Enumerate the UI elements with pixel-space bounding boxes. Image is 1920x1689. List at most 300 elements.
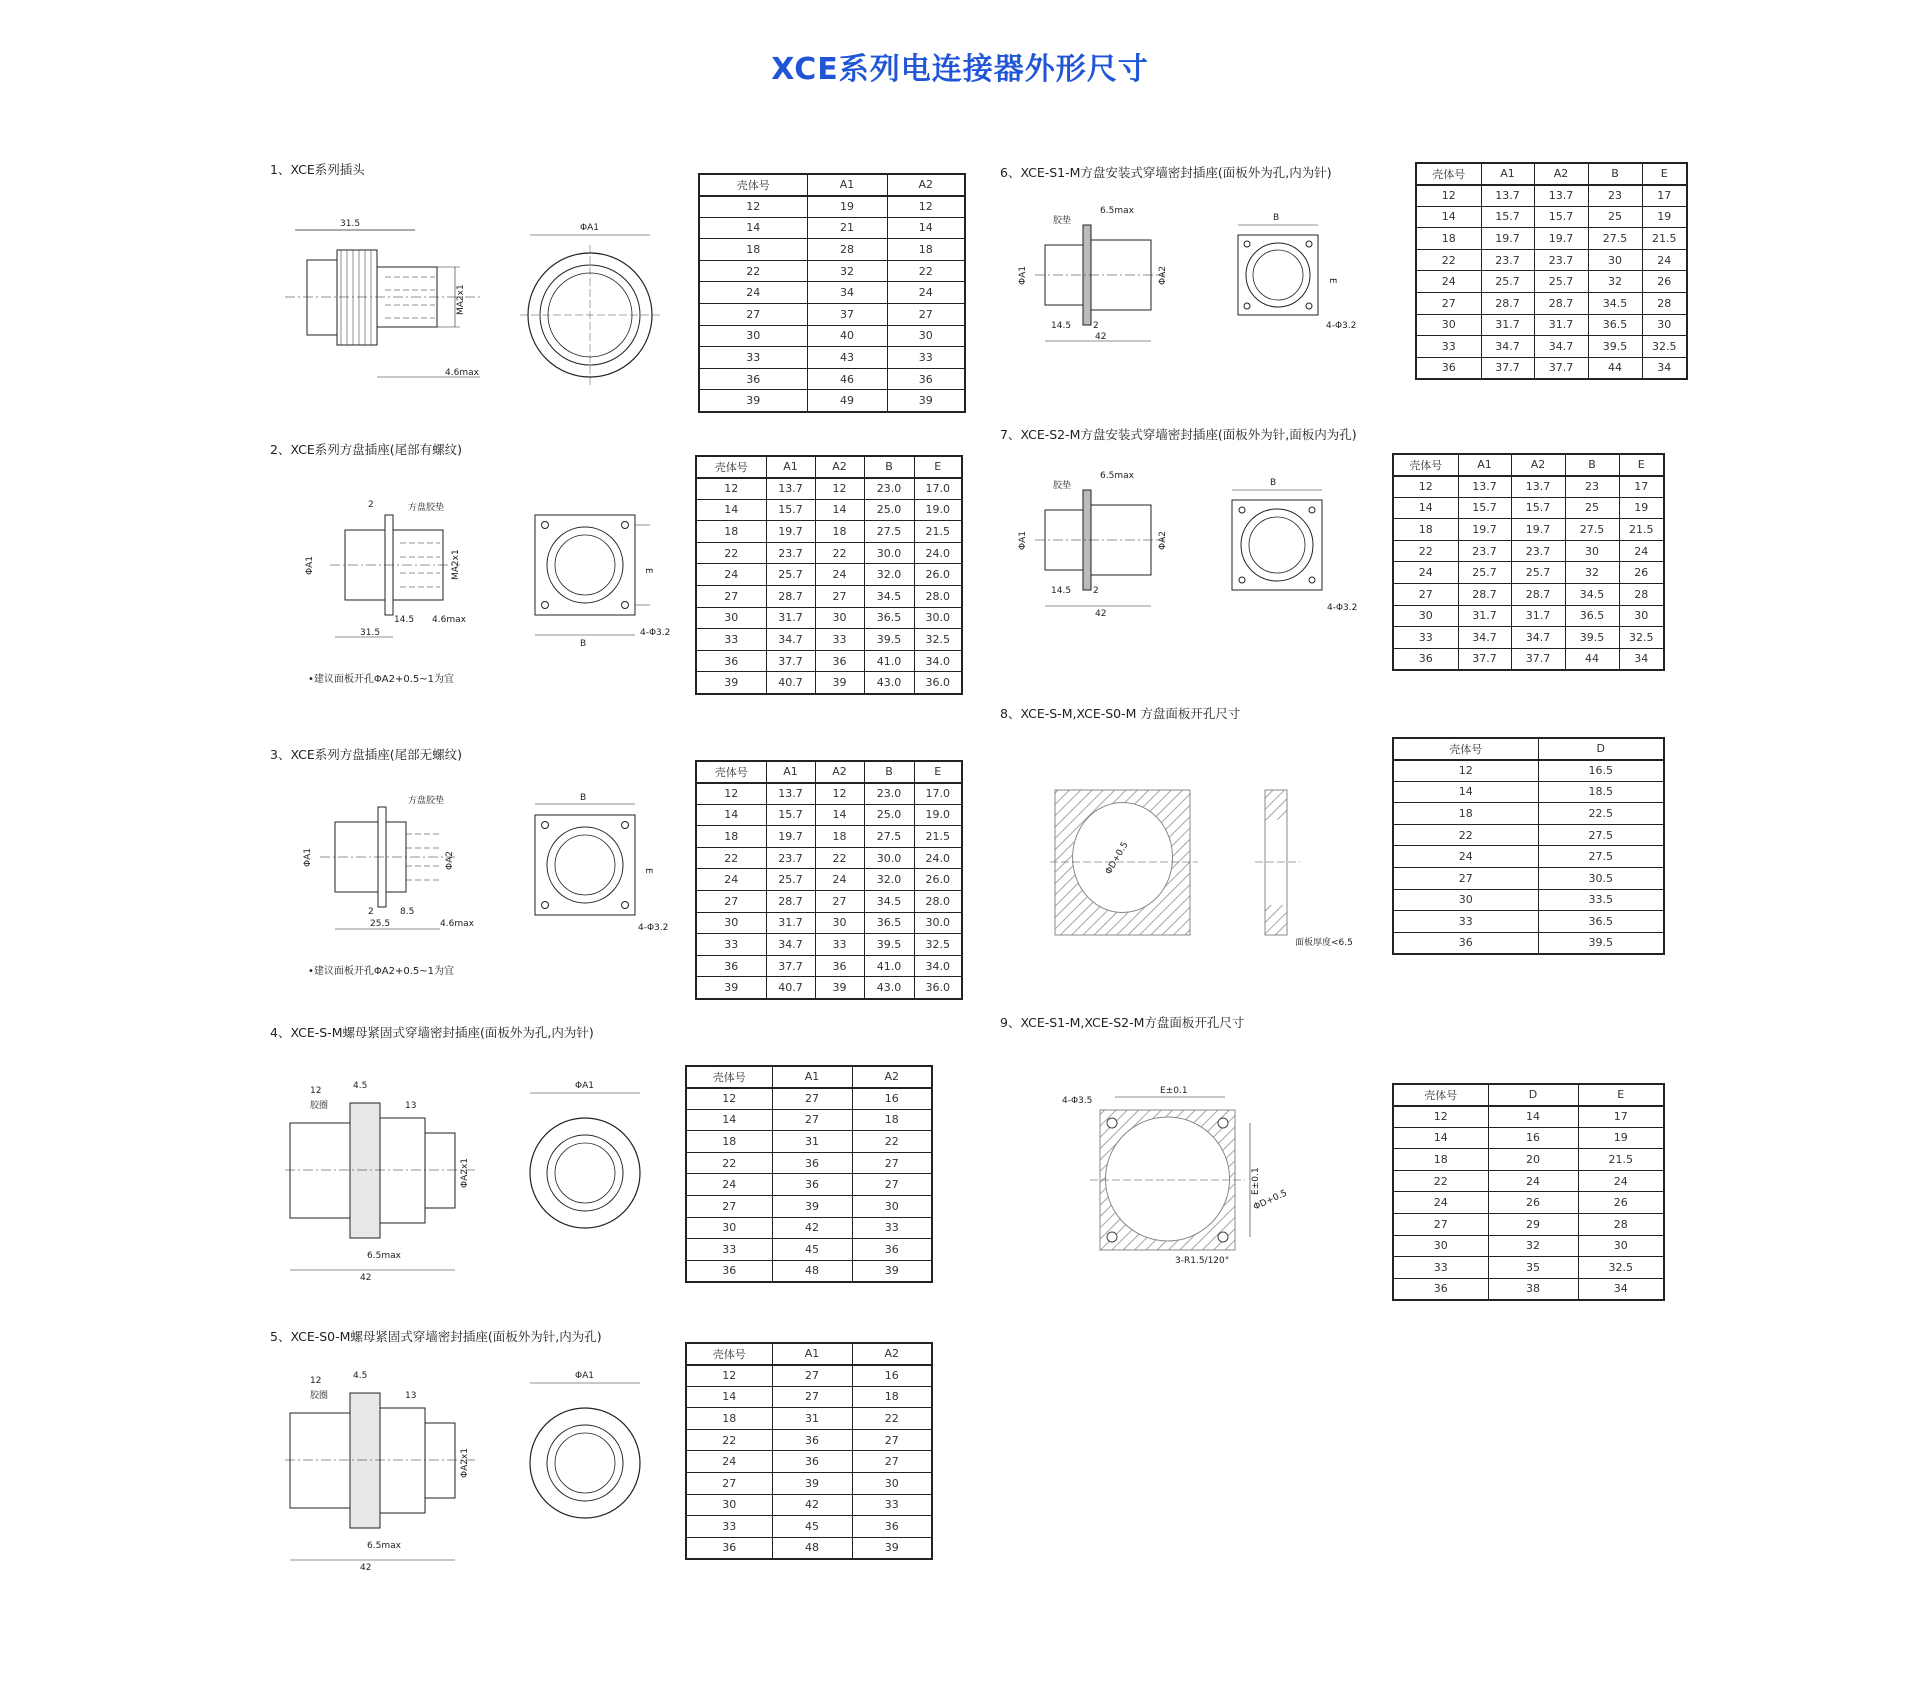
table-cell: 34: [1642, 357, 1687, 379]
table-cell: 23: [1565, 476, 1619, 498]
plug-max-label: 4.6max: [445, 368, 479, 378]
table-cell: 16: [852, 1088, 932, 1110]
table-cell: 25.7: [1511, 562, 1565, 584]
section-2-title: 2、XCE系列方盘插座(尾部有螺纹): [270, 442, 462, 457]
table-header-cell: 壳体号: [1393, 454, 1458, 476]
table-cell: 28.0: [914, 586, 962, 608]
section-8-table: [1392, 737, 1665, 955]
svg-text:ΦA2x1: ΦA2x1: [460, 1447, 470, 1478]
table-row: [1393, 1127, 1664, 1149]
table-cell: 14: [686, 1109, 772, 1131]
table-header-row: [699, 174, 965, 196]
flange-socket-s1-front-view: [1228, 210, 1378, 340]
table-cell: 33: [852, 1217, 932, 1239]
table-cell: 15.7: [1534, 206, 1588, 228]
table-cell: 39.5: [1588, 336, 1642, 358]
table-header-cell: 壳体号: [686, 1066, 772, 1088]
table-row: [696, 672, 962, 694]
table-cell: 12: [686, 1088, 772, 1110]
svg-text:12: 12: [310, 1086, 322, 1096]
table-cell: 39: [852, 1537, 932, 1559]
table-row: [696, 891, 962, 913]
table-row: [686, 1473, 932, 1495]
table-cell: 28.0: [914, 891, 962, 913]
table-body: [686, 1343, 932, 1559]
table-cell: 20: [1488, 1149, 1578, 1171]
table-cell: 30: [1578, 1235, 1664, 1257]
table-cell: 31.7: [1458, 605, 1511, 627]
table-header-row: [686, 1343, 932, 1365]
table-cell: 28: [1619, 584, 1664, 606]
table-cell: 22: [686, 1152, 772, 1174]
table-body: [696, 761, 962, 999]
table-cell: 13.7: [1458, 476, 1511, 498]
table-row: [696, 586, 962, 608]
table-cell: 18: [696, 521, 766, 543]
table-cell: 44: [1565, 648, 1619, 670]
table-cell: 28.7: [1458, 584, 1511, 606]
table-cell: 13.7: [766, 783, 815, 805]
svg-text:14.5: 14.5: [1051, 321, 1072, 331]
table-cell: 19: [1642, 206, 1687, 228]
table-cell: 30: [1565, 540, 1619, 562]
table-cell: 12: [1393, 476, 1458, 498]
table-row: [696, 542, 962, 564]
table-header-row: [696, 761, 962, 783]
table-cell: 30.0: [864, 542, 914, 564]
table-cell: 13.7: [1481, 185, 1534, 207]
table-cell: 13.7: [1534, 185, 1588, 207]
table-cell: 39.5: [1565, 627, 1619, 649]
table-cell: 34.5: [1565, 584, 1619, 606]
svg-text:6.5max: 6.5max: [1100, 471, 1134, 481]
svg-text:8.5: 8.5: [400, 907, 415, 917]
table-header-cell: 壳体号: [696, 456, 766, 478]
table-cell: 17: [1578, 1106, 1664, 1128]
table-cell: 22: [686, 1429, 772, 1451]
table-header-row: [1393, 738, 1664, 760]
table-cell: 27.5: [1588, 228, 1642, 250]
table-header-cell: A2: [1534, 163, 1588, 185]
table-cell: 23.0: [864, 783, 914, 805]
table-row: [1393, 1214, 1664, 1236]
table-row: [699, 282, 965, 304]
table-cell: 16.5: [1538, 760, 1664, 782]
table-cell: 36: [686, 1260, 772, 1282]
table-cell: 34.7: [1511, 627, 1565, 649]
table-cell: 27: [1393, 584, 1458, 606]
table-body: [699, 174, 965, 412]
table-header-cell: A2: [1511, 454, 1565, 476]
table-cell: 43.0: [864, 977, 914, 999]
table-cell: 31.7: [766, 607, 815, 629]
svg-text:胶圈: 胶圈: [310, 1391, 329, 1401]
table-row: [696, 847, 962, 869]
section-5-title: 5、XCE-S0-M螺母紧固式穿墙密封插座(面板外为针,内为孔): [270, 1329, 602, 1344]
table-cell: 27.5: [864, 521, 914, 543]
table-cell: 33: [815, 629, 864, 651]
table-cell: 37.7: [1458, 648, 1511, 670]
table-cell: 23.7: [1511, 540, 1565, 562]
table-cell: 24: [1619, 540, 1664, 562]
table-cell: 32.5: [914, 629, 962, 651]
table-cell: 33: [852, 1494, 932, 1516]
table-cell: 12: [699, 196, 807, 218]
table-cell: 22: [696, 847, 766, 869]
svg-text:14.5: 14.5: [1051, 586, 1072, 596]
table-cell: 34.7: [766, 934, 815, 956]
table-cell: 19.7: [766, 826, 815, 848]
table-row: [1416, 293, 1687, 315]
table-cell: 27: [686, 1196, 772, 1218]
table-row: [699, 304, 965, 326]
table-cell: 30.0: [864, 847, 914, 869]
table-cell: 23.7: [1481, 249, 1534, 271]
table-cell: 19: [1578, 1127, 1664, 1149]
table-cell: 34: [1578, 1278, 1664, 1300]
table-row: [686, 1516, 932, 1538]
table-cell: 27.5: [1565, 519, 1619, 541]
table-cell: 25.7: [1481, 271, 1534, 293]
table-cell: 28.7: [766, 586, 815, 608]
svg-text:14.5: 14.5: [394, 615, 415, 625]
table-cell: 32.5: [1619, 627, 1664, 649]
table-cell: 30.0: [914, 912, 962, 934]
table-cell: 40.7: [766, 672, 815, 694]
plug-front-view: [520, 215, 670, 385]
table-cell: 39.5: [1538, 932, 1664, 954]
table-cell: 39: [887, 390, 965, 412]
table-header-row: [1393, 1084, 1664, 1106]
table-cell: 33: [686, 1516, 772, 1538]
table-cell: 23.7: [766, 847, 815, 869]
table-cell: 36: [772, 1174, 852, 1196]
table-row: [1416, 271, 1687, 293]
table-row: [1393, 648, 1664, 670]
section-3-table: [695, 760, 963, 1000]
table-header-cell: A1: [772, 1343, 852, 1365]
table-cell: 25.0: [864, 804, 914, 826]
svg-text:2: 2: [368, 907, 374, 917]
table-cell: 24: [1578, 1170, 1664, 1192]
table-cell: 27: [772, 1365, 852, 1387]
table-cell: 39: [699, 390, 807, 412]
table-cell: 37.7: [1511, 648, 1565, 670]
table-row: [1416, 249, 1687, 271]
table-header-cell: A2: [852, 1343, 932, 1365]
table-row: [1393, 1257, 1664, 1279]
table-cell: 22: [1393, 540, 1458, 562]
table-header-cell: E: [1642, 163, 1687, 185]
svg-text:E: E: [1327, 278, 1337, 284]
table-cell: 12: [696, 783, 766, 805]
table-cell: 39: [696, 977, 766, 999]
nut-socket-s0-side-view: [285, 1368, 485, 1578]
plug-length-label: 31.5: [340, 219, 361, 229]
table-cell: 19.0: [914, 499, 962, 521]
svg-text:B: B: [580, 639, 587, 649]
table-cell: 28.7: [1511, 584, 1565, 606]
table-cell: 22: [699, 260, 807, 282]
table-cell: 24: [699, 282, 807, 304]
table-cell: 32: [807, 260, 887, 282]
svg-text:2: 2: [368, 500, 374, 510]
table-cell: 30: [1642, 314, 1687, 336]
table-cell: 31.7: [1481, 314, 1534, 336]
svg-text:ΦA1: ΦA1: [575, 1081, 594, 1091]
table-row: [686, 1537, 932, 1559]
table-cell: 24: [1393, 1192, 1488, 1214]
table-cell: 27: [852, 1429, 932, 1451]
table-row: [686, 1239, 932, 1261]
table-cell: 33: [696, 934, 766, 956]
svg-text:面板厚度<6.5: 面板厚度<6.5: [1295, 938, 1353, 948]
svg-text:42: 42: [1095, 332, 1107, 342]
table-cell: 37.7: [1534, 357, 1588, 379]
table-row: [686, 1131, 932, 1153]
table-row: [696, 804, 962, 826]
table-cell: 15.7: [1458, 497, 1511, 519]
table-cell: 33: [815, 934, 864, 956]
svg-text:ΦA1: ΦA1: [1018, 266, 1028, 285]
table-cell: 30.0: [914, 607, 962, 629]
table-row: [696, 650, 962, 672]
table-cell: 24: [1416, 271, 1481, 293]
svg-text:胶垫: 胶垫: [1053, 216, 1072, 226]
table-header-cell: A1: [766, 761, 815, 783]
table-cell: 30: [696, 912, 766, 934]
table-row: [1416, 228, 1687, 250]
section-8-title: 8、XCE-S-M,XCE-S0-M 方盘面板开孔尺寸: [1000, 706, 1241, 721]
table-cell: 22: [852, 1408, 932, 1430]
svg-text:31.5: 31.5: [360, 628, 381, 638]
table-row: [686, 1152, 932, 1174]
svg-text:4.5: 4.5: [353, 1081, 368, 1091]
table-cell: 36: [699, 368, 807, 390]
svg-text:ΦA1: ΦA1: [1018, 531, 1028, 550]
table-header-row: [1393, 454, 1664, 476]
table-cell: 27: [686, 1473, 772, 1495]
table-cell: 13.7: [1511, 476, 1565, 498]
table-cell: 24: [696, 564, 766, 586]
table-cell: 26: [1642, 271, 1687, 293]
table-header-row: [686, 1066, 932, 1088]
table-cell: 43: [807, 347, 887, 369]
table-cell: 29: [1488, 1214, 1578, 1236]
table-cell: 18: [1393, 1149, 1488, 1171]
table-cell: 48: [772, 1260, 852, 1282]
table-cell: 36: [887, 368, 965, 390]
table-row: [686, 1260, 932, 1282]
table-row: [696, 629, 962, 651]
table-cell: 26.0: [914, 564, 962, 586]
table-row: [1416, 206, 1687, 228]
table-cell: 28: [807, 239, 887, 261]
table-cell: 28: [1578, 1214, 1664, 1236]
table-cell: 34.5: [864, 891, 914, 913]
table-cell: 39.5: [864, 629, 914, 651]
svg-text:4-Φ3.2: 4-Φ3.2: [1326, 321, 1357, 331]
table-header-cell: 壳体号: [686, 1343, 772, 1365]
table-cell: 27: [815, 586, 864, 608]
table-cell: 36: [772, 1152, 852, 1174]
section-6-title: 6、XCE-S1-M方盘安装式穿墙密封插座(面板外为孔,内为针): [1000, 165, 1332, 180]
table-body: [1416, 163, 1687, 379]
nut-socket-s-side-view: [285, 1078, 485, 1283]
table-header-cell: B: [864, 761, 914, 783]
table-row: [686, 1451, 932, 1473]
page-title: XCE系列电连接器外形尺寸: [771, 52, 1149, 87]
table-cell: 33: [699, 347, 807, 369]
table-cell: 12: [815, 783, 864, 805]
table-row: [696, 869, 962, 891]
table-cell: 24: [696, 869, 766, 891]
table-row: [686, 1088, 932, 1110]
table-cell: 39: [852, 1260, 932, 1282]
table-row: [1393, 868, 1664, 890]
table-cell: 12: [887, 196, 965, 218]
table-row: [1393, 803, 1664, 825]
table-cell: 36: [686, 1537, 772, 1559]
table-cell: 27.5: [1538, 824, 1664, 846]
table-row: [686, 1408, 932, 1430]
svg-text:ΦA2x1: ΦA2x1: [460, 1157, 470, 1188]
table-row: [1393, 1278, 1664, 1300]
table-cell: 18: [1393, 519, 1458, 541]
svg-text:6.5max: 6.5max: [367, 1251, 401, 1261]
svg-text:ΦA2: ΦA2: [1158, 531, 1168, 550]
table-cell: 36: [852, 1239, 932, 1261]
table-row: [699, 260, 965, 282]
table-cell: 30: [1588, 249, 1642, 271]
table-cell: 39: [772, 1473, 852, 1495]
table-cell: 26: [1578, 1192, 1664, 1214]
table-cell: 19: [1619, 497, 1664, 519]
table-cell: 34.5: [1588, 293, 1642, 315]
table-cell: 34.7: [766, 629, 815, 651]
table-header-cell: E: [1578, 1084, 1664, 1106]
table-cell: 36.5: [864, 607, 914, 629]
table-cell: 34.0: [914, 955, 962, 977]
table-cell: 21.5: [1578, 1149, 1664, 1171]
table-cell: 14: [699, 217, 807, 239]
table-header-cell: E: [914, 761, 962, 783]
table-cell: 34: [1619, 648, 1664, 670]
panel-cutout-round-view: [1050, 775, 1353, 950]
svg-text:ΦA1: ΦA1: [575, 1371, 594, 1381]
section-5-table: [685, 1342, 933, 1560]
table-cell: 24: [815, 869, 864, 891]
table-cell: 30: [1393, 1235, 1488, 1257]
table-cell: 42: [772, 1217, 852, 1239]
table-cell: 27: [1416, 293, 1481, 315]
section-3-title: 3、XCE系列方盘插座(尾部无螺纹): [270, 747, 462, 762]
table-cell: 17.0: [914, 783, 962, 805]
table-header-cell: A2: [887, 174, 965, 196]
svg-text:2: 2: [1093, 586, 1099, 596]
svg-text:胶圈: 胶圈: [310, 1101, 329, 1111]
table-cell: 39: [815, 977, 864, 999]
table-cell: 30: [852, 1473, 932, 1495]
table-header-row: [1416, 163, 1687, 185]
table-header-cell: A2: [815, 456, 864, 478]
table-cell: 16: [852, 1365, 932, 1387]
table-header-cell: A2: [815, 761, 864, 783]
table-cell: 19.7: [1511, 519, 1565, 541]
table-row: [696, 478, 962, 500]
section-7-title: 7、XCE-S2-M方盘安装式穿墙密封插座(面板外为针,面板内为孔): [1000, 427, 1357, 442]
table-cell: 33: [1393, 911, 1538, 933]
svg-text:13: 13: [405, 1101, 417, 1111]
table-cell: 36.5: [864, 912, 914, 934]
table-cell: 14: [1393, 1127, 1488, 1149]
table-row: [696, 912, 962, 934]
table-row: [1393, 760, 1664, 782]
table-cell: 27: [815, 891, 864, 913]
table-row: [1416, 185, 1687, 207]
table-cell: 36.5: [1538, 911, 1664, 933]
table-cell: 36: [1393, 648, 1458, 670]
table-cell: 32: [1565, 562, 1619, 584]
table-row: [1393, 476, 1664, 498]
table-cell: 30: [1619, 605, 1664, 627]
flange-socket-s2-side-view: [1015, 470, 1185, 620]
table-cell: 14: [887, 217, 965, 239]
table-cell: 25.7: [1458, 562, 1511, 584]
table-cell: 18: [699, 239, 807, 261]
svg-text:E±0.1: E±0.1: [1160, 1086, 1188, 1096]
table-cell: 46: [807, 368, 887, 390]
table-cell: 33: [1393, 627, 1458, 649]
table-cell: 22: [1393, 824, 1538, 846]
table-cell: 27: [1393, 1214, 1488, 1236]
table-cell: 19.7: [1458, 519, 1511, 541]
table-cell: 33.5: [1538, 889, 1664, 911]
table-cell: 31.7: [766, 912, 815, 934]
table-row: [1393, 1192, 1664, 1214]
table-cell: 26.0: [914, 869, 962, 891]
svg-text:13: 13: [405, 1391, 417, 1401]
svg-text:ΦA2: ΦA2: [445, 851, 455, 870]
table-cell: 27: [852, 1451, 932, 1473]
table-cell: 31.7: [1511, 605, 1565, 627]
table-row: [686, 1109, 932, 1131]
table-header-cell: 壳体号: [1393, 1084, 1488, 1106]
table-row: [1393, 605, 1664, 627]
table-cell: 44: [1588, 357, 1642, 379]
table-cell: 18: [686, 1131, 772, 1153]
table-row: [699, 196, 965, 218]
table-header-cell: A2: [852, 1066, 932, 1088]
svg-text:MA2x1: MA2x1: [451, 549, 461, 580]
table-row: [1416, 336, 1687, 358]
table-cell: 36: [852, 1516, 932, 1538]
section-9-table: [1392, 1083, 1665, 1301]
section-4-table: [685, 1065, 933, 1283]
svg-text:6.5max: 6.5max: [367, 1541, 401, 1551]
table-cell: 37.7: [1481, 357, 1534, 379]
table-cell: 36.5: [1565, 605, 1619, 627]
svg-text:B: B: [1273, 213, 1280, 223]
table-cell: 18: [686, 1408, 772, 1430]
table-cell: 34.7: [1481, 336, 1534, 358]
svg-text:4-Φ3.5: 4-Φ3.5: [1062, 1096, 1093, 1106]
section-2-table: [695, 455, 963, 695]
table-row: [699, 325, 965, 347]
table-cell: 33: [1393, 1257, 1488, 1279]
table-body: [696, 456, 962, 694]
square-socket-threaded-side-view: [300, 495, 480, 645]
